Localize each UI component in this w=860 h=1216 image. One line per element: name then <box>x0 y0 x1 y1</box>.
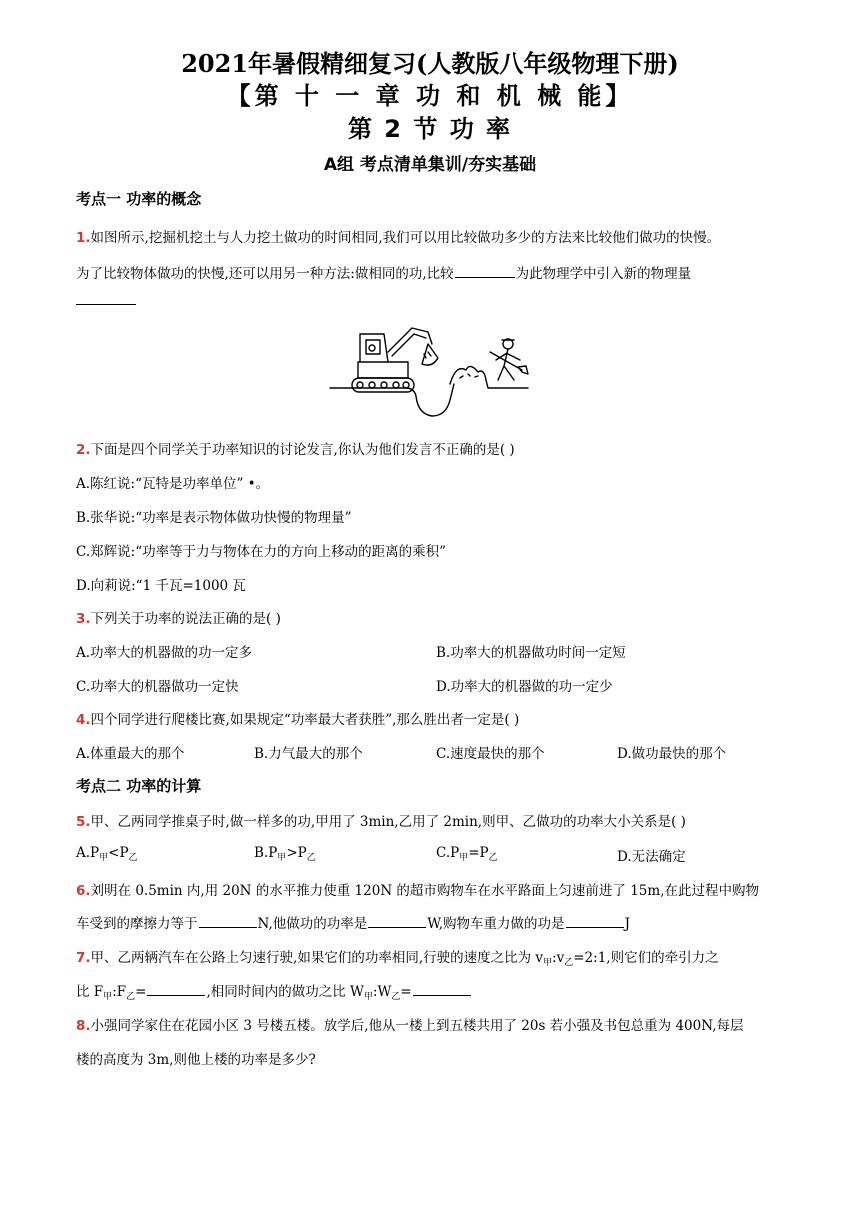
answer-blank[interactable] <box>199 915 257 928</box>
subscript: 乙 <box>306 853 316 863</box>
question-1-line-2 <box>76 262 691 282</box>
option-text: C.P <box>436 845 460 861</box>
question-text: N,他做功的功率是 <box>257 916 368 932</box>
option-c[interactable] <box>436 845 498 863</box>
option-a[interactable]: A.体重最大的那个 <box>76 746 185 762</box>
question-text: :v <box>552 950 565 966</box>
option-text: =P <box>468 845 489 861</box>
question-text: = <box>400 984 412 1000</box>
question-number: 7. <box>76 950 91 966</box>
question-text: ,相同时间内的做功之比 W <box>206 984 364 1000</box>
question-2-stem <box>76 438 515 458</box>
question-number: 2. <box>76 442 91 458</box>
question-number: 3. <box>76 611 91 627</box>
option-text: >P <box>286 845 307 861</box>
subscript: 甲 <box>99 853 109 863</box>
question-text: 为了比较物体做功的快慢,还可以用另一种方法:做相同的功,比较 <box>76 266 454 282</box>
question-number: 5. <box>76 814 91 830</box>
answer-blank[interactable] <box>147 983 205 996</box>
subscript: 乙 <box>488 853 498 863</box>
subscript: 甲 <box>103 992 113 1002</box>
option-b[interactable] <box>254 845 316 863</box>
question-1-line-1 <box>76 226 720 246</box>
answer-blank[interactable] <box>455 265 515 278</box>
option-b[interactable]: B.张华说:“功率是表示物体做功快慢的物理量” <box>76 510 352 526</box>
answer-blank[interactable] <box>76 292 136 305</box>
group-heading: A组 考点清单集训/夯实基础 <box>323 155 537 175</box>
excavator-worker-illustration <box>328 322 538 422</box>
option-d[interactable]: D.功率大的机器做的功一定少 <box>436 679 613 695</box>
option-c[interactable]: C.功率大的机器做功一定快 <box>76 679 239 695</box>
chapter-title: 【第 十 一 章 功 和 机 械 能】 <box>226 82 634 110</box>
question-text: 下面是四个同学关于功率知识的讨论发言,你认为他们发言不正确的是( ) <box>90 442 515 458</box>
question-text: :W <box>372 984 392 1000</box>
option-c[interactable]: C.郑辉说:“功率等于力与物体在力的方向上移动的距离的乘积” <box>76 544 446 560</box>
page-title: 2021年暑假精细复习(人教版八年级物理下册) <box>181 49 679 78</box>
section-heading-2: 考点二 功率的计算 <box>76 777 202 795</box>
subscript: 乙 <box>128 853 138 863</box>
question-7-line-2 <box>76 980 472 1002</box>
option-text: B.P <box>254 845 278 861</box>
option-c[interactable]: C.速度最快的那个 <box>436 746 545 762</box>
subscript: 甲 <box>459 853 469 863</box>
question-6-line-1 <box>76 879 759 899</box>
option-a[interactable]: A.功率大的机器做的功一定多 <box>76 645 253 661</box>
question-number: 4. <box>76 712 91 728</box>
subscript: 甲 <box>363 992 373 1002</box>
question-text: 四个同学进行爬楼比赛,如果规定“功率最大者获胜”,那么胜出者一定是( ) <box>90 712 520 728</box>
question-text: =2:1,则它们的牵引力之 <box>573 950 719 966</box>
option-text: A.P <box>76 845 100 861</box>
question-text: 甲、乙两辆汽车在公路上匀速行驶,如果它们的功率相同,行驶的速度之比为 v <box>90 950 544 966</box>
question-text: J <box>624 916 630 932</box>
question-text: 刘明在 0.5min 内,用 20N 的水平推力使重 120N 的超市购物车在水平路面上匀速前进了 15m,在此过程中购物 <box>90 883 759 899</box>
question-text: = <box>135 984 147 1000</box>
question-text: 比 F <box>76 984 104 1000</box>
question-text: 如图所示,挖掘机挖土与人力挖土做功的时间相同,我们可以用比较做功多少的方法来比较他们做功的快慢。 <box>90 230 721 246</box>
answer-blank[interactable] <box>566 915 624 928</box>
question-number: 8. <box>76 1018 91 1034</box>
option-d[interactable]: D.无法确定 <box>617 849 686 865</box>
section-title: 第 2 节 功 率 <box>347 115 513 143</box>
question-text: 甲、乙两同学推桌子时,做一样多的功,甲用了 3min,乙用了 2min,则甲、乙做功的功率大小关系是( ) <box>90 814 686 830</box>
option-a[interactable] <box>76 845 138 863</box>
option-a[interactable]: A.陈红说:“瓦特是功率单位” •。 <box>76 476 270 492</box>
question-text: 下列关于功率的说法正确的是( ) <box>90 611 281 627</box>
question-8-line-2: 楼的高度为 3m,则他上楼的功率是多少? <box>76 1052 316 1068</box>
subscript: 甲 <box>277 853 287 863</box>
question-number: 1. <box>76 230 91 246</box>
option-b[interactable]: B.力气最大的那个 <box>254 746 363 762</box>
subscript: 乙 <box>391 992 401 1002</box>
option-text: <P <box>108 845 129 861</box>
subscript: 乙 <box>126 992 136 1002</box>
question-text: 小强同学家住在花园小区 3 号楼五楼。放学后,他从一楼上到五楼共用了 20s 若小强及书包总重为 400N,每层 <box>90 1018 744 1034</box>
question-text: :F <box>112 984 127 1000</box>
option-d[interactable]: D.向莉说:“1 千瓦=1000 瓦 <box>76 578 246 594</box>
question-8-line-1 <box>76 1014 743 1034</box>
question-text: W,购物车重力做的功是 <box>427 916 565 932</box>
question-text: 车受到的摩擦力等于 <box>76 916 198 932</box>
question-3-stem <box>76 607 281 627</box>
question-text: 为此物理学中引入新的物理量 <box>515 266 692 282</box>
section-heading-1: 考点一 功率的概念 <box>76 190 202 208</box>
question-number: 6. <box>76 883 91 899</box>
subscript: 甲 <box>543 958 553 968</box>
question-6-line-2 <box>76 912 630 932</box>
question-7-line-1 <box>76 946 719 968</box>
question-5-stem <box>76 810 686 830</box>
option-d[interactable]: D.做功最快的那个 <box>617 746 727 762</box>
answer-blank[interactable] <box>413 983 471 996</box>
answer-blank[interactable] <box>368 915 426 928</box>
option-b[interactable]: B.功率大的机器做功时间一定短 <box>436 645 626 661</box>
question-4-stem <box>76 708 519 728</box>
subscript: 乙 <box>564 958 574 968</box>
